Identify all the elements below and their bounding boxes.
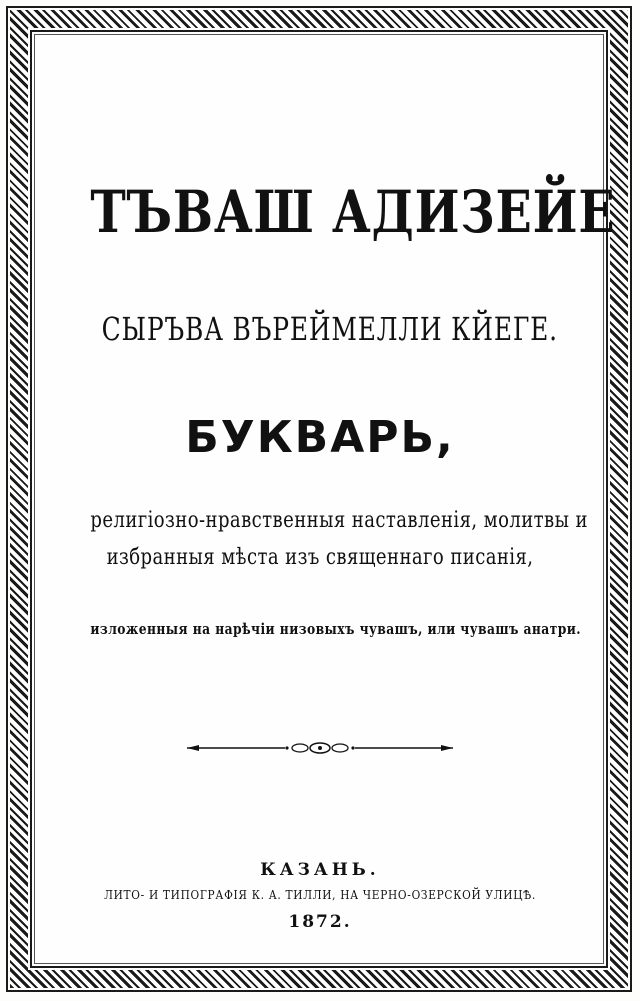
description-line-2: избранныя мѣста изъ священнаго писанія, [106,545,534,570]
book-subtitle: СЫРЪВА ВЪРЕЙМЕЛЛИ КЙЕГЕ. [101,310,558,348]
imprint-city: КАЗАНЬ. [260,860,380,880]
book-heading: БУКВАРЬ, [185,412,455,463]
imprint-year: 1872. [288,912,352,932]
inner-frame-rule [34,34,616,964]
book-title: ТЪВАШ АДИЗЕЙЕ [90,178,616,246]
description-line-3: изложенныя на нарѣчіи низовыхъ чувашъ, или чувашъ анатри. [90,620,581,638]
description-line-1: религіозно-нравственныя наставленія, молитвы и [90,508,588,533]
imprint-printer: ЛИТО- И ТИПОГРАФІЯ К. А. ТИЛЛИ, НА ЧЕРНО-ОЗЕРСКОЙ УЛИЦѢ. [104,888,536,902]
scroll-divider-icon [185,740,455,756]
